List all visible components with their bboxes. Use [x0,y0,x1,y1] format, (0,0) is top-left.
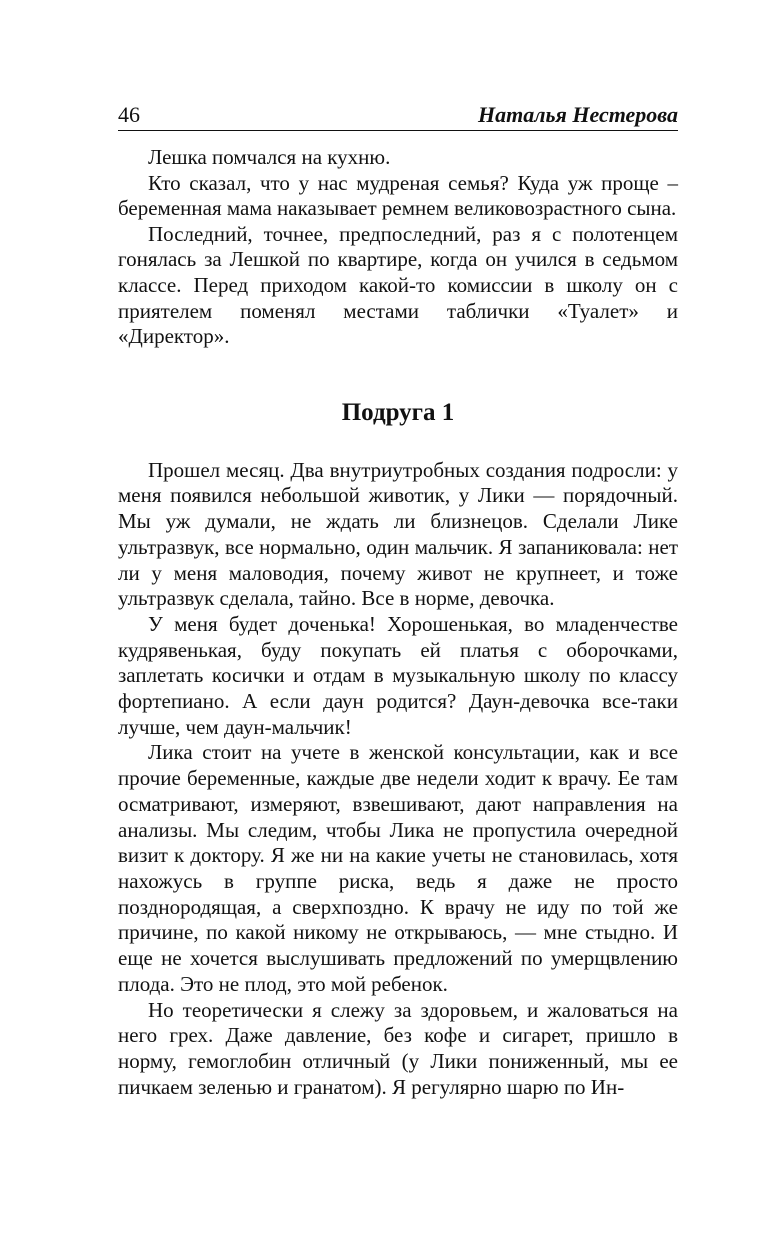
chapter-title: Подруга 1 [341,398,455,426]
page-number: 46 [118,102,140,127]
running-title-author: Наталья Нестерова [477,102,678,127]
paragraph: У меня будет доченька! Хорошенькая, во младенчестве кудрявенькая, буду покупать ей платья с оборочками, заплетать косички и отдам в музыкальную школу по классу фортепиано. А если даун родится? Даун-девочка все-таки лучше, чем даун-мальчик! [118,611,678,739]
book-page [118,96,678,1100]
section-chapter-body [118,458,678,1101]
paragraph: Последний, точнее, предпоследний, раз я с полотенцем гонялась за Лешкой по квартире, когда он учился в седьмом классе. Перед приходом какой-то комиссии в школу он с приятелем поменял местами таблички «Туалет» и «Директор». [118,221,678,349]
paragraph: Прошел месяц. Два внутриутробных создания подросли: у меня появился небольшой животик, у Лики — порядочный. Мы уж думали, не ждать ли близнецов. Сделали Лике ультразвук, все нормально, один мальчик. Я запаниковала: нет ли у меня маловодия, почему живот не крупнеет, и тоже ультразвук сделала, тайно. Все в норме, девочка. [118,457,678,611]
page-body [118,145,678,1100]
paragraph: Лика стоит на учете в женской консультации, как и все прочие беременные, каждые две недели ходит к врачу. Ее там осматривают, измеряют, взвешивают, дают направления на анализы. Мы следим, чтобы Лика не пропустила очередной визит к доктору. Я же ни на какие учеты не становилась, хотя нахожусь в группе риска, ведь я даже не просто позднородящая, а сверхпоздно. К врачу не иду по той же причине, по какой никому не открываюсь, — мне стыдно. И еще не хочется выслушивать предложений по умерщвлению плода. Это не плод, это мой ребенок. [118,740,678,996]
paragraph: Кто сказал, что у нас мудреная семья? Куда уж проще – беременная мама наказывает ремнем великовозрастного сына. [118,170,678,221]
paragraph: Но теоретически я слежу за здоровьем, и жаловаться на него грех. Даже давление, без кофе и сигарет, пришло в норму, гемоглобин отличный (у Лики пониженный, мы ее пичкаем зеленью и гранатом). Я регулярно шарю по Ин- [118,997,678,1099]
section-previous-chapter-end [118,145,678,350]
running-header [118,96,678,131]
paragraph: Лешка помчался на кухню. [148,145,391,169]
